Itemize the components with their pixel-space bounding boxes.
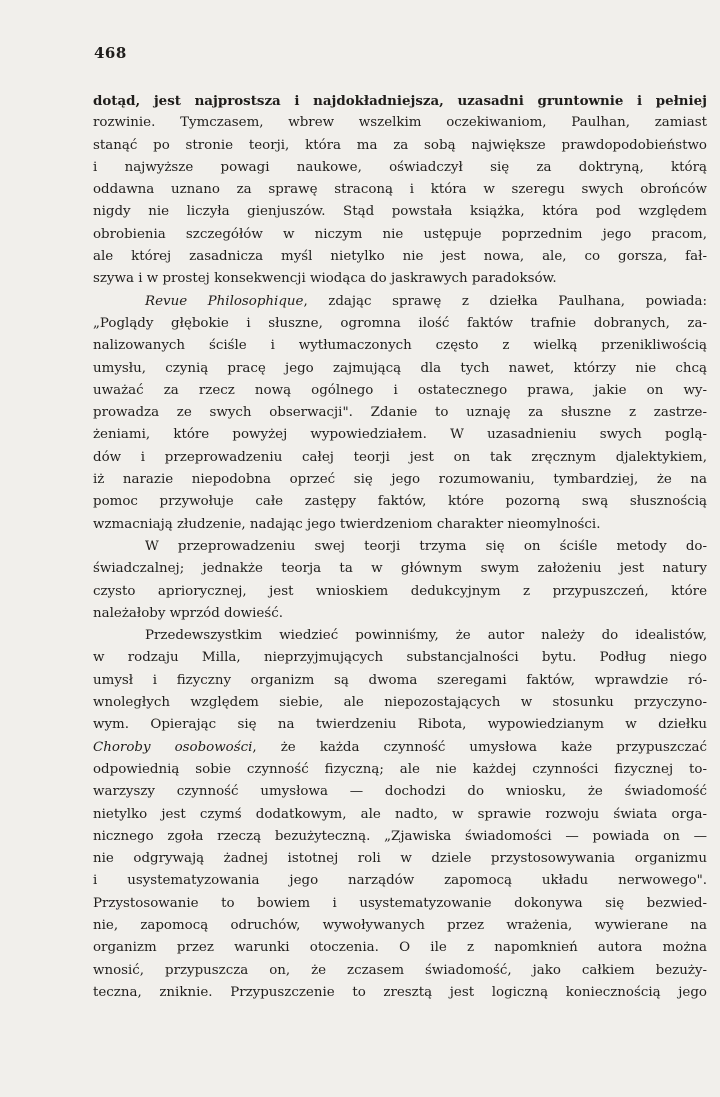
text-line: Przystosowanie to bowiem i usystematyzowanie dokonywa się bezwied-	[93, 895, 707, 911]
text-line: wym. Opierając się na twierdzeniu Ribota, wypowiedzianym w dziełku	[93, 717, 707, 733]
text-line: czysto apriorycznej, jest wnioskiem dedukcyjnym z przypuszczeń, które	[93, 583, 707, 599]
text-line: oddawna uznano za sprawę straconą i która w szeregu swych obrońców	[93, 182, 707, 198]
text-line: nie, zapomocą odruchów, wywoływanych przez wrażenia, wywierane na	[93, 917, 707, 933]
text-line: „Poglądy głębokie i słuszne, ogromna ilość faktów trafnie dobranych, za-	[93, 315, 707, 331]
text-line: wnoległych względem siebie, ale niepozostających w stosunku przyczyno-	[93, 695, 707, 711]
text-line: teczna, zniknie. Przypuszczenie to zresztą jest logiczną koniecznością jego	[93, 984, 707, 1000]
text-line: warzyszy czynność umysłowa — dochodzi do wniosku, że świadomość	[93, 784, 707, 800]
text-line: świadczalnej; jednakże teorja ta w głównym swym założeniu jest natury	[93, 561, 707, 577]
text-line: nigdy nie liczyła gienjuszów. Stąd powstała książka, która pod względem	[93, 204, 707, 220]
text-line: Choroby osobowości, że każda czynność umysłowa każe przypuszczać	[93, 739, 707, 755]
text-line: Przedewszystkim wiedzieć powinniśmy, że autor należy do idealistów,	[145, 628, 707, 644]
text-line: nie odgrywają żadnej istotnej roli w dziele przystosowywania organizmu	[93, 851, 707, 867]
text-line: i najwyższe powagi naukowe, oświadczył się za doktryną, którą	[93, 159, 707, 175]
text-line: dów i przeprowadzeniu całej teorji jest on tak zręcznym djalektykiem,	[93, 449, 707, 465]
text-line: i usystematyzowania jego narządów zapomocą układu nerwowego".	[93, 873, 707, 889]
text-line: nicznego zgoła rzeczą bezużyteczną. „Zjawiska świadomości — powiada on —	[93, 828, 707, 844]
text-line: Revue Philosophique, zdając sprawę z dziełka Paulhana, powiada:	[145, 293, 708, 309]
text-line: obrobienia szczegółów w niczym nie ustępuje poprzednim jego pracom,	[93, 226, 707, 242]
text-line: stanąć po stronie teorji, która ma za sobą największe prawdopodobieństwo	[93, 137, 707, 153]
page-number: 468	[94, 44, 127, 62]
text-line: pomoc przywołuje całe zastępy faktów, które pozorną swą słusznością	[93, 494, 707, 510]
text-line: nalizowanych ściśle i wytłumaczonych często z wielką przenikliwością	[93, 338, 707, 354]
text-line: W przeprowadzeniu swej teorji trzyma się on ściśle metody do-	[145, 538, 707, 554]
text-line: dotąd, jest najprostsza i najdokładniejsza, uzasadni gruntownie i pełniej	[93, 93, 707, 109]
text-line: szywa i w prostej konsekwencji wiodąca do jaskrawych paradoksów.	[93, 271, 557, 287]
text-line: iż narazie niepodobna oprzeć się jego rozumowaniu, tymbardziej, że na	[93, 472, 707, 488]
text-line: organizm przez warunki otoczenia. O ile z napomknień autora można	[93, 940, 707, 956]
text-line: uważać za rzecz nową ogólnego i ostatecznego prawa, jakie on wy-	[93, 382, 707, 398]
text-line: wnosić, przypuszcza on, że zczasem świadomość, jako całkiem bezuży-	[93, 962, 707, 978]
text-line: prowadza ze swych obserwacji". Zdanie to uznaję za słuszne z zastrze-	[93, 405, 707, 421]
text-line: odpowiednią sobie czynność fizyczną; ale nie każdej czynności fizycznej to-	[93, 761, 707, 777]
text-line: ale której zasadnicza myśl nietylko nie jest nowa, ale, co gorsza, fał-	[93, 249, 707, 265]
body-text	[93, 90, 707, 1004]
text-line: rozwinie. Tymczasem, wbrew wszelkim oczekiwaniom, Paulhan, zamiast	[93, 115, 707, 131]
text-line: należałoby wprzód dowieść.	[93, 605, 283, 621]
text-line: żeniami, które powyżej wypowiedziałem. W uzasadnieniu swych poglą-	[93, 427, 707, 443]
text-line: wzmacniają złudzenie, nadając jego twierdzeniom charakter nieomylności.	[93, 516, 601, 532]
text-line: umysłu, czynią pracę jego zajmującą dla tych nawet, którzy nie chcą	[93, 360, 707, 376]
text-line: w rodzaju Milla, nieprzyjmujących substancjalności bytu. Podług niego	[93, 650, 707, 666]
text-line: umysł i fizyczny organizm są dwoma szeregami faktów, wprawdzie ró-	[93, 672, 707, 688]
text-line: nietylko jest czymś dodatkowym, ale nadto, w sprawie rozwoju świata orga-	[93, 806, 707, 822]
